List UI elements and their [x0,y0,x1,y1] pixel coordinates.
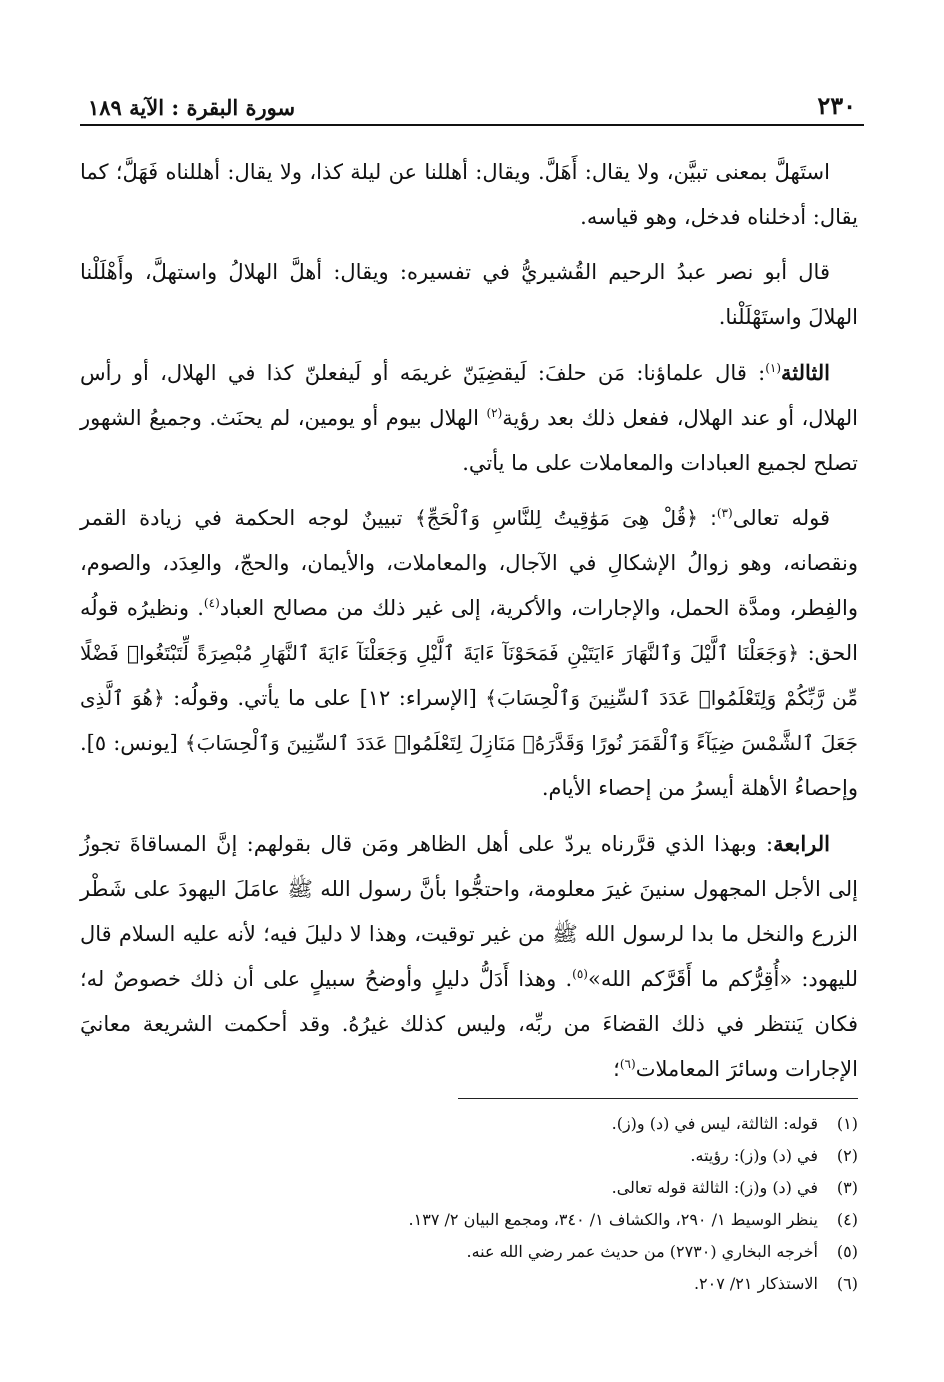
paragraph-1 [80,150,858,240]
page-number: ٢٣٠ [817,91,856,120]
paragraph-text: قوله تعالى [732,506,831,530]
footnote-text: في (د) و(ز): الثالثة قوله تعالى. [611,1178,818,1197]
main-text [80,150,858,1102]
footnote-item [80,1140,858,1172]
paragraph-fourth-issue [80,821,858,1092]
footnote-number: (١) [836,1114,858,1133]
footnote-text: ينظر الوسيط ١/ ٢٩٠، والكشاف ١/ ٣٤٠، ومجمع البيان ٢/ ١٣٧. [408,1210,818,1229]
quran-quote: : ﴿قُلْ هِىَ مَوَٰقِيتُ لِلنَّاسِ وَٱلْحَجِّ﴾ [415,506,717,530]
header-divider [80,124,864,126]
footnote-item [80,1236,858,1268]
quran-quote: ﴿هُوَ ٱلَّذِى جَعَلَ ٱلشَّمْسَ ضِيَآءً وَٱلْقَمَرَ نُورًا وَقَدَّرَهُۥ مَنَازِلَ لِتَعْلَمُوا۟ عَدَدَ ٱلسِّنِينَ وَٱلْحِسَابَ﴾ [80,686,858,755]
footnote-ref[interactable]: (٣) [716,506,733,520]
paragraph-text: ؛ [613,1057,620,1081]
paragraph-text: [يونس: ٥]. وإحصاءُ الأهلة أيسرُ من إحصاء الأيام. [80,731,858,800]
paragraph-text: : قال علماؤنا: مَن حلفَ: لَيقضِيَنّ غريمَه أو لَيفعلنّ كذا في الهلال، أو رأس الهلال، أو عند الهلال، ففعل ذلك بعد رؤية [80,361,858,430]
paragraph-text: تبيينٌ لوجه الحكمة في زيادة القمر ونقصانه، وهو زوالُ الإشكالِ في الآجال، والمعاملات، والأيمان، والحجّ، والعِدَد، والصوم، والفِطر، ومدَّة الحمل، والإجارات، والأكرية، إلى غير ذلك من مصالح العباد [80,506,858,620]
paragraph-text: استَهلَّ بمعنى تبيَّن، ولا يقال: أَهَلَّ. ويقال: أهللنا عن ليلة كذا، ولا يقال: أهللناه فَهَلَّ؛ كما يقال: أدخلناه فدخل، وهو قياسه. [80,160,858,229]
footnote-number: (٣) [836,1178,858,1197]
footnote-item [80,1268,858,1300]
footnotes [80,1108,858,1300]
footnote-number: (٢) [836,1146,858,1165]
running-title: سورة البقرة : الآية ١٨٩ [88,95,296,120]
paragraph-2 [80,250,858,340]
footnote-text: قوله: الثالثة، ليس في (د) و(ز). [611,1114,818,1133]
paragraph-text: الهلال بيوم أو يومين، لم يحنَث. وجميعُ الشهور تصلح لجميع العبادات والمعاملات على ما يأتي. [80,406,858,475]
footnote-item [80,1108,858,1140]
quran-quote: ﴿وَجَعَلْنَا ٱلَّيْلَ وَٱلنَّهَارَ ءَايَتَيْنِ فَمَحَوْنَآ ءَايَةَ ٱلَّيْلِ وَجَعَلْنَآ ءَايَةَ ٱلنَّهَارِ مُبْصِرَةً لِّتَبْتَغُوا۟ فَضْلًا مِّن رَّبِّكُمْ وَلِتَعْلَمُوا۟ عَدَدَ ٱلسِّنِينَ وَٱلْحِسَابَ﴾ [80,641,859,710]
paragraph-text: . وهذا أَدَلُّ دليلٍ وأوضحُ سبيلٍ على أن ذلك خصوصٌ له؛ فكان يَنتظر في ذلك القضاءَ من ربِّه، وليس كذلك غيرُهُ. وقد أحكمت الشريعة معانيَ الإجارات وسائرَ المعاملات [80,967,858,1081]
footnote-text: في (د) و(ز): رؤيته. [690,1146,818,1165]
footnote-number: (٥) [836,1242,858,1261]
section-lead: الرابعة [773,831,830,856]
footnote-text: أخرجه البخاري (٢٧٣٠) من حديث عمر رضي الله عنه. [466,1242,818,1261]
footnote-ref[interactable]: (٢) [486,406,503,420]
paragraph-text: : وبهذا الذي قرَّرناه يردّ على أهل الظاهر ومَن قال بقولهم: إنَّ المساقاةَ تجوزُ إلى الأجل المجهول سنينَ غيرَ معلومة، واحتجُّوا بأنَّ رسول الله ﷺ عامَلَ اليهودَ على شَطْر الزرع والنخل ما بدا لرسول الله ﷺ من غير توقيت، وهذا لا دليلَ فيه؛ لأنه عليه السلام قال لليهود: «أُقِرُّكم ما أَقَرَّكم الله» [80,832,858,991]
footnote-item [80,1172,858,1204]
paragraph-verse-commentary [80,496,858,811]
footnote-ref[interactable]: (١) [765,361,782,375]
section-lead: الثالثة [781,360,830,385]
footnote-item [80,1204,858,1236]
paragraph-text: قال أبو نصر عبدُ الرحيم القُشيريُّ في تفسيره: ويقال: أهلَّ الهلالُ واستهلَّ، وأَهْلَلْنا الهلالَ واستَهْلَلْنا. [80,260,858,329]
footnote-ref[interactable]: (٦) [619,1057,636,1071]
footnote-divider [458,1098,858,1099]
footnote-ref[interactable]: (٥) [572,967,588,981]
paragraph-third-issue [80,350,858,486]
paragraph-text: . ونظيرُه قولُه الحق: [80,596,858,665]
footnote-ref[interactable]: (٤) [203,596,220,610]
footnote-number: (٤) [836,1210,858,1229]
page-header [88,84,856,120]
footnote-text: الاستذكار ٢١/ ٢٠٧. [693,1274,818,1293]
footnote-number: (٦) [836,1274,858,1293]
paragraph-text: [الإسراء: ١٢] على ما يأتي. وقولُه: [164,686,486,710]
